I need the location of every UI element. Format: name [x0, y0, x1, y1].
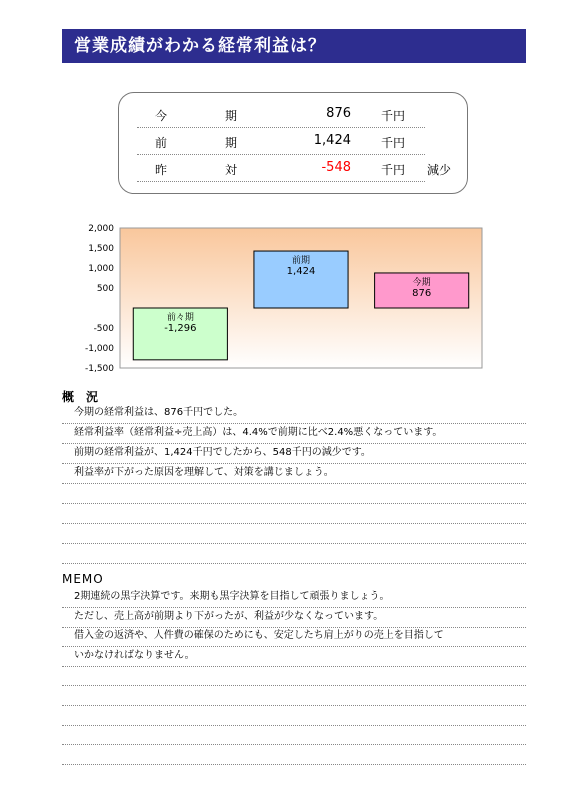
bar-category-label: 前々期: [166, 313, 194, 323]
memo-line-text: ただし、売上高が前期より下がったが、利益が少なくなっています。: [74, 610, 384, 622]
summary-row-change: [137, 155, 452, 182]
memo-line: [62, 707, 526, 726]
memo-line: [62, 648, 526, 667]
page-title: 営業成績がわかる経常利益は？: [62, 29, 526, 63]
overview-line: [62, 465, 526, 484]
summary-value: 1,424: [313, 133, 351, 148]
y-tick-label: -1,500: [84, 364, 114, 372]
summary-label: 昨: [155, 163, 168, 177]
overview-line: [62, 545, 526, 564]
memo-line-text: 借入金の返済や、人件費の確保のためにも、安定したち肩上がりの売上を目指して: [74, 630, 444, 642]
summary-unit: 千円: [381, 136, 406, 150]
summary-label: 期: [225, 109, 238, 123]
y-tick-label: 2,000: [88, 224, 114, 234]
memo-line: [62, 726, 526, 745]
overview-line-text: [62, 527, 74, 538]
memo-line-text: [62, 728, 74, 739]
summary-box: [118, 92, 468, 194]
profit-chart-svg: [70, 222, 490, 372]
summary-value: 876: [326, 106, 351, 121]
overview-line-text: [62, 547, 74, 558]
overview-line: [62, 445, 526, 464]
overview-line-text: 今期の経常利益は、876千円でした。: [74, 407, 244, 418]
profit-chart: [70, 222, 490, 372]
memo-line-text: [62, 748, 74, 759]
overview-line: [62, 525, 526, 544]
bar-value-label: 1,424: [286, 266, 316, 278]
memo-line-text: [62, 709, 74, 720]
memo-line: [62, 609, 526, 628]
summary-note: 減少: [427, 163, 452, 177]
y-tick-label: -1,000: [84, 344, 114, 354]
summary-unit: 千円: [381, 109, 406, 123]
summary-unit: 千円: [381, 163, 406, 177]
overview-line-text: [62, 487, 74, 498]
y-tick-label: 1,500: [88, 244, 114, 254]
overview-line: [62, 505, 526, 524]
summary-label: 今: [155, 109, 168, 123]
bar-value-label: -1,296: [164, 323, 197, 334]
y-tick-label: 500: [96, 284, 114, 294]
memo-line: [62, 667, 526, 686]
memo-line: [62, 687, 526, 706]
summary-row-current: [137, 101, 425, 128]
memo-line-text: いかなければなりません。: [74, 649, 195, 661]
y-tick-label: -500: [93, 324, 114, 334]
overview-line-text: 経常利益率（経常利益÷売上高）は、4.4%で前期に比べ2.4%悪くなっています。: [74, 427, 443, 438]
memo-line-text: [62, 689, 74, 700]
overview-heading: 概 況: [62, 390, 99, 404]
bar-category-label: 今期: [412, 277, 431, 288]
memo-line: [62, 589, 526, 608]
overview-line: [62, 425, 526, 444]
memo-heading: MEMO: [62, 572, 104, 586]
memo-line: [62, 628, 526, 647]
memo-line: [62, 746, 526, 765]
overview-line-text: 利益率が下がった原因を理解して、対策を講じましょう。: [74, 467, 334, 478]
summary-label: 対: [225, 163, 238, 177]
summary-row-previous: [137, 128, 425, 155]
overview-line-text: [62, 507, 74, 518]
bar-value-label: 876: [412, 287, 432, 299]
y-tick-label: 1,000: [88, 264, 114, 274]
overview-line-text: 前期の経常利益が、1,424千円でしたから、548千円の減少です。: [74, 447, 371, 458]
bar-category-label: 前期: [291, 256, 311, 267]
summary-label: 前: [155, 136, 168, 150]
memo-line-text: [62, 669, 74, 680]
summary-value: -548: [321, 160, 351, 175]
summary-label: 期: [225, 136, 238, 150]
memo-line-text: 2期連続の黒字決算です。来期も黒字決算を目指して頑張りましょう。: [74, 591, 390, 602]
overview-line: [62, 405, 526, 424]
overview-line: [62, 485, 526, 504]
